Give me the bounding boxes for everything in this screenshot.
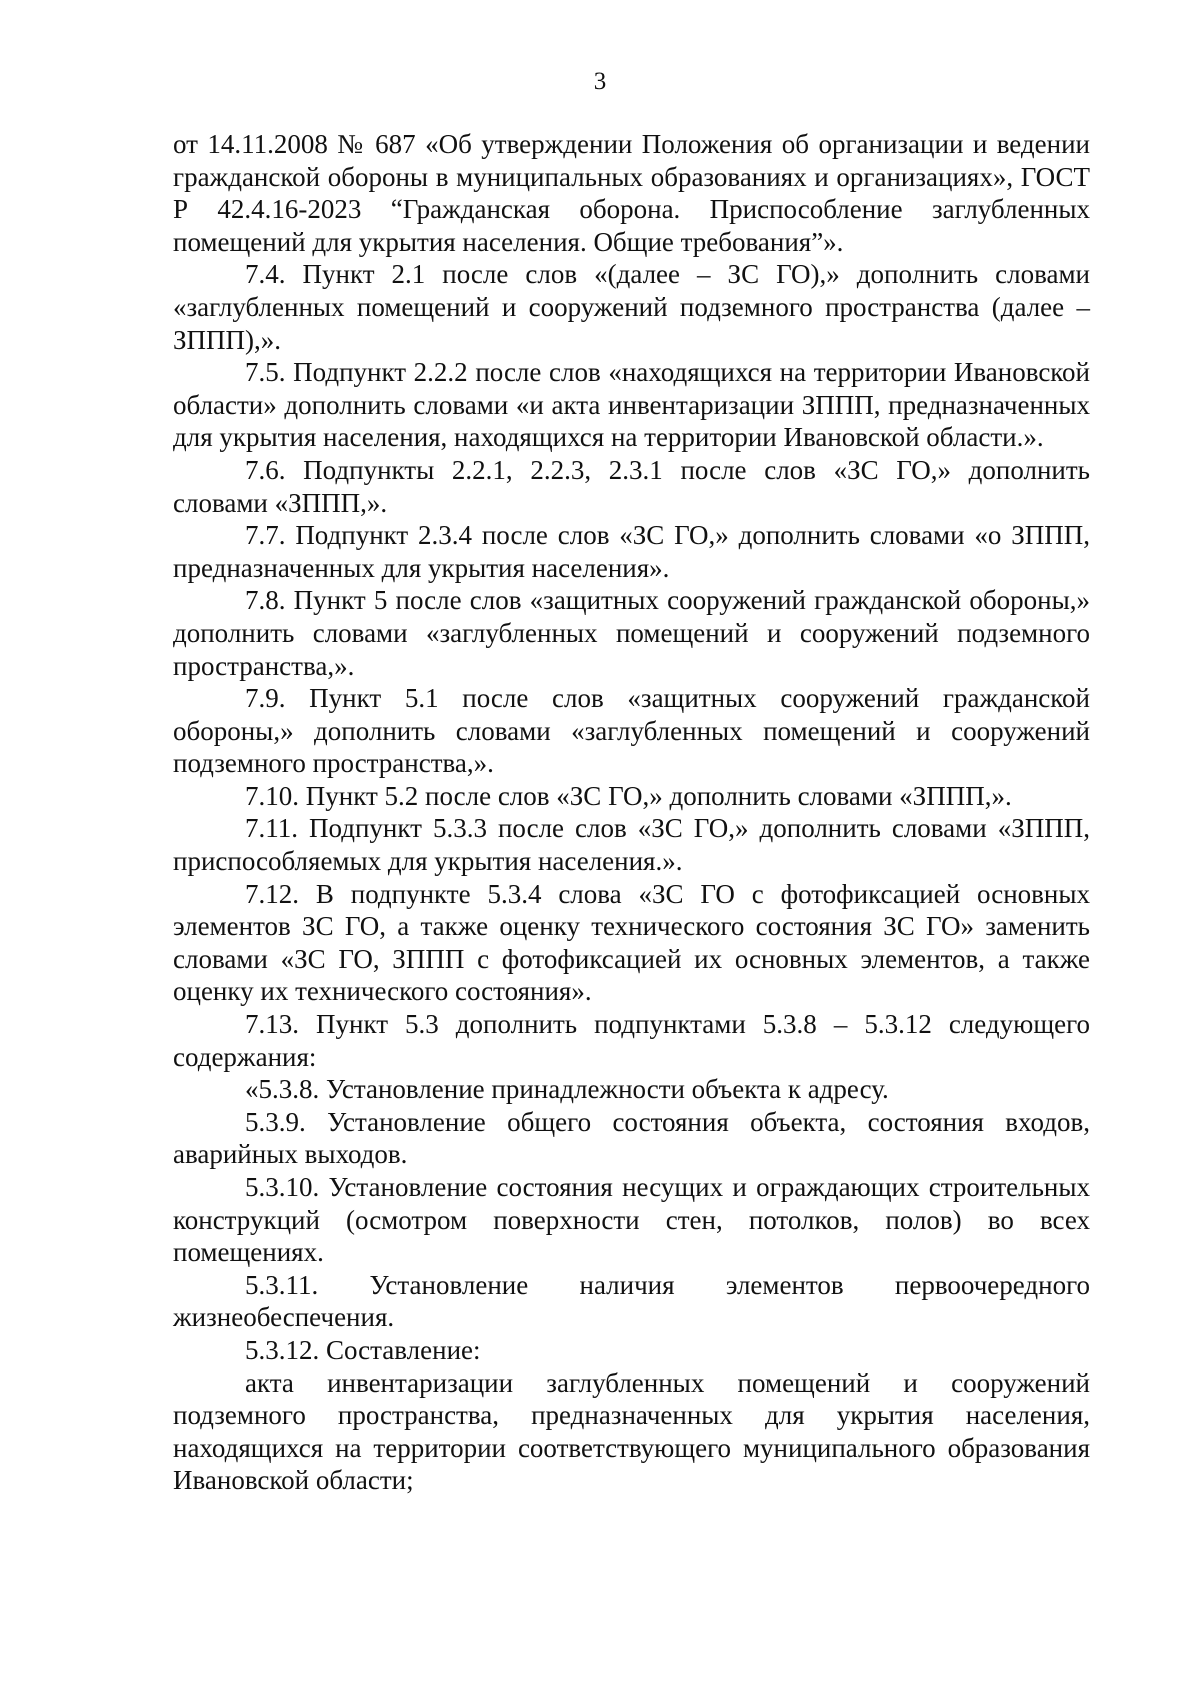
paragraph-7-8: 7.8. Пункт 5 после слов «защитных сооружений гражданской обороны,» дополнить словами «заглубленных помещений и сооружений подземного пространства,». <box>173 585 1090 681</box>
paragraph-7-12: 7.12. В подпункте 5.3.4 слова «ЗС ГО с фотофиксацией основных элементов ЗС ГО, а также оценку технического состояния ЗС ГО» заменить словами «ЗС ГО, ЗППП с фотофиксацией их основных элементов, а также оценку их технического состояния». <box>173 878 1090 1007</box>
paragraph-5-3-10: 5.3.10. Установление состояния несущих и ограждающих строительных конструкций (осмотром поверхности стен, потолков, полов) во всех помещениях. <box>173 1172 1090 1268</box>
paragraph-5-3-9: 5.3.9. Установление общего состояния объекта, состояния входов, аварийных выходов. <box>173 1106 1090 1170</box>
paragraph-act-inventory: акта инвентаризации заглубленных помещений и сооружений подземного пространства, предназначенных для укрытия населения, находящихся на территории соответствующего муниципального образования Ивановской области; <box>173 1367 1090 1496</box>
document-body <box>173 128 1090 1497</box>
paragraph-7-9: 7.9. Пункт 5.1 после слов «защитных сооружений гражданской обороны,» дополнить словами «заглубленных помещений и сооружений подземного пространства,». <box>173 683 1090 779</box>
paragraph-7-6: 7.6. Подпункты 2.2.1, 2.2.3, 2.3.1 после слов «ЗС ГО,» дополнить словами «ЗППП,». <box>173 454 1090 518</box>
paragraph-continuation: от 14.11.2008 № 687 «Об утверждении Положения об организации и ведении гражданской обороны в муниципальных образованиях и организациях», ГОСТ Р 42.4.16-2023 “Гражданская оборона. Приспособление заглубленных помещений для укрытия населения. Общие требования”». <box>173 129 1090 257</box>
paragraph-7-5: 7.5. Подпункт 2.2.2 после слов «находящихся на территории Ивановской области» дополнить словами «и акта инвентаризации ЗППП, предназначенных для укрытия населения, находящихся на территории Ивановской области.». <box>173 357 1090 453</box>
paragraph-7-11: 7.11. Подпункт 5.3.3 после слов «ЗС ГО,» дополнить словами «ЗППП, приспособляемых для укрытия населения.». <box>173 813 1090 877</box>
paragraph-7-10: 7.10. Пункт 5.2 после слов «ЗС ГО,» дополнить словами «ЗППП,». <box>245 780 1012 811</box>
paragraph-5-3-8: «5.3.8. Установление принадлежности объекта к адресу. <box>245 1074 889 1105</box>
paragraph-5-3-12: 5.3.12. Составление: <box>245 1334 481 1365</box>
paragraph-7-7: 7.7. Подпункт 2.3.4 после слов «ЗС ГО,» дополнить словами «о ЗППП, предназначенных для укрытия населения». <box>173 520 1090 583</box>
paragraph-7-13: 7.13. Пункт 5.3 дополнить подпунктами 5.3.8 – 5.3.12 следующего содержания: <box>173 1009 1090 1072</box>
page-number: 3 <box>593 68 607 95</box>
paragraph-5-3-11: 5.3.11. Установление наличия элементов первоочередного жизнеобеспечения. <box>173 1269 1090 1333</box>
paragraph-7-4: 7.4. Пункт 2.1 после слов «(далее – ЗС ГО),» дополнить словами «заглубленных помещений и сооружений подземного пространства (далее – ЗППП),». <box>173 259 1090 355</box>
